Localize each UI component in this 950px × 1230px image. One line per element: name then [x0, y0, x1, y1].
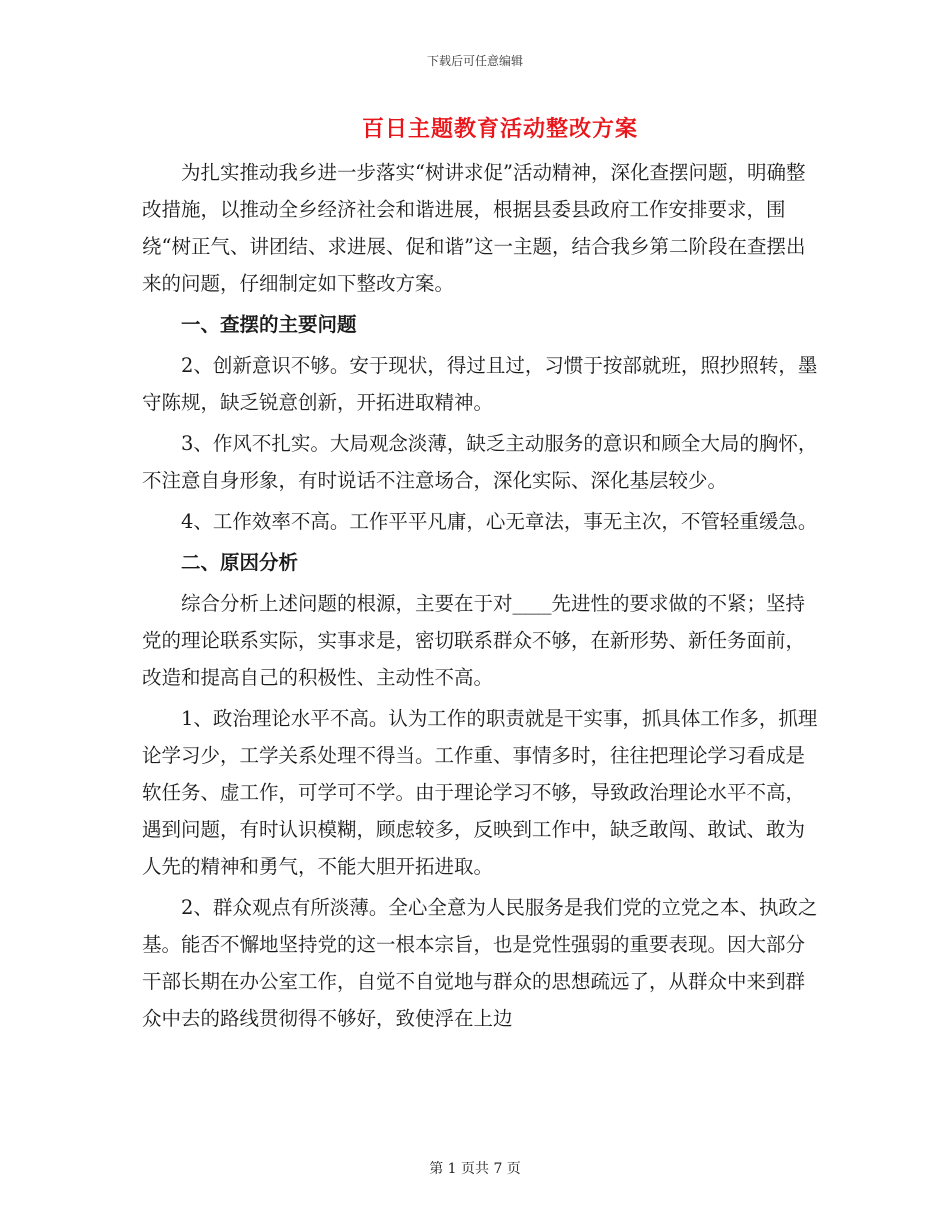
cause-item-2: 2、群众观点有所淡薄。全心全意为人民服务是我们党的立党之本、执政之基。能否不懈地坚持党的这一根本宗旨，也是党性强弱的重要表现。因大部分干部长期在办公室工作，自觉不自觉地与群众的思想疏远了，从群众中来到群众中去的路线贯彻得不够好，致使浮在上边 — [142, 896, 818, 1030]
cause-item-1: 1、政治理论水平不高。认为工作的职责就是干实事，抓具体工作多，抓理论学习少，工学关系处理不得当。工作重、事情多时，往往把理论学习看成是软任务、虚工作，可学可不学。由于理论学习不够，导致政治理论水平不高，遇到问题，有时认识模糊，顾虑较多，反映到工作中，缺乏敢闯、敢试、敢为人先的精神和勇气，不能大胆开拓进取。 — [142, 707, 818, 878]
page-number: 第 1 页共 7 页 — [429, 1161, 521, 1177]
intro-paragraph: 为扎实推动我乡进一步落实“树讲求促”活动精神，深化查摆问题，明确整改措施，以推动全乡经济社会和谐进展，根据县委县政府工作安排要求，围绕“树正气、讲团结、求进展、促和谐”这一主题，结合我乡第二阶段在查摆出来的问题，仔细制定如下整改方案。 — [142, 161, 806, 295]
document-body — [142, 154, 822, 1037]
problem-item-2: 2、创新意识不够。安于现状，得过且过，习惯于按部就班，照抄照转，墨守陈规，缺乏锐意创新，开拓进取精神。 — [142, 354, 818, 414]
problem-item-4: 4、工作效率不高。工作平平凡庸，心无章法，事无主次，不管轻重缓急。 — [181, 510, 818, 533]
document-title: 百日主题教育活动整改方案 — [361, 116, 638, 142]
page-header-note: 下载后可任意编辑 — [426, 54, 523, 68]
cause-summary-paragraph: 综合分析上述问题的根源，主要在于对____先进性的要求做的不紧；坚持党的理论联系实际，实事求是，密切联系群众不够，在新形势、新任务面前，改造和提高自己的积极性、主动性不高。 — [142, 592, 806, 689]
problem-item-3: 3、作风不扎实。大局观念淡薄，缺乏主动服务的意识和顾全大局的胸怀，不注意自身形象，有时说话不注意场合，深化实际、深化基层较少。 — [142, 432, 818, 492]
section-heading-problems: 一、查摆的主要问题 — [181, 313, 357, 336]
section-heading-causes: 二、原因分析 — [181, 551, 299, 574]
